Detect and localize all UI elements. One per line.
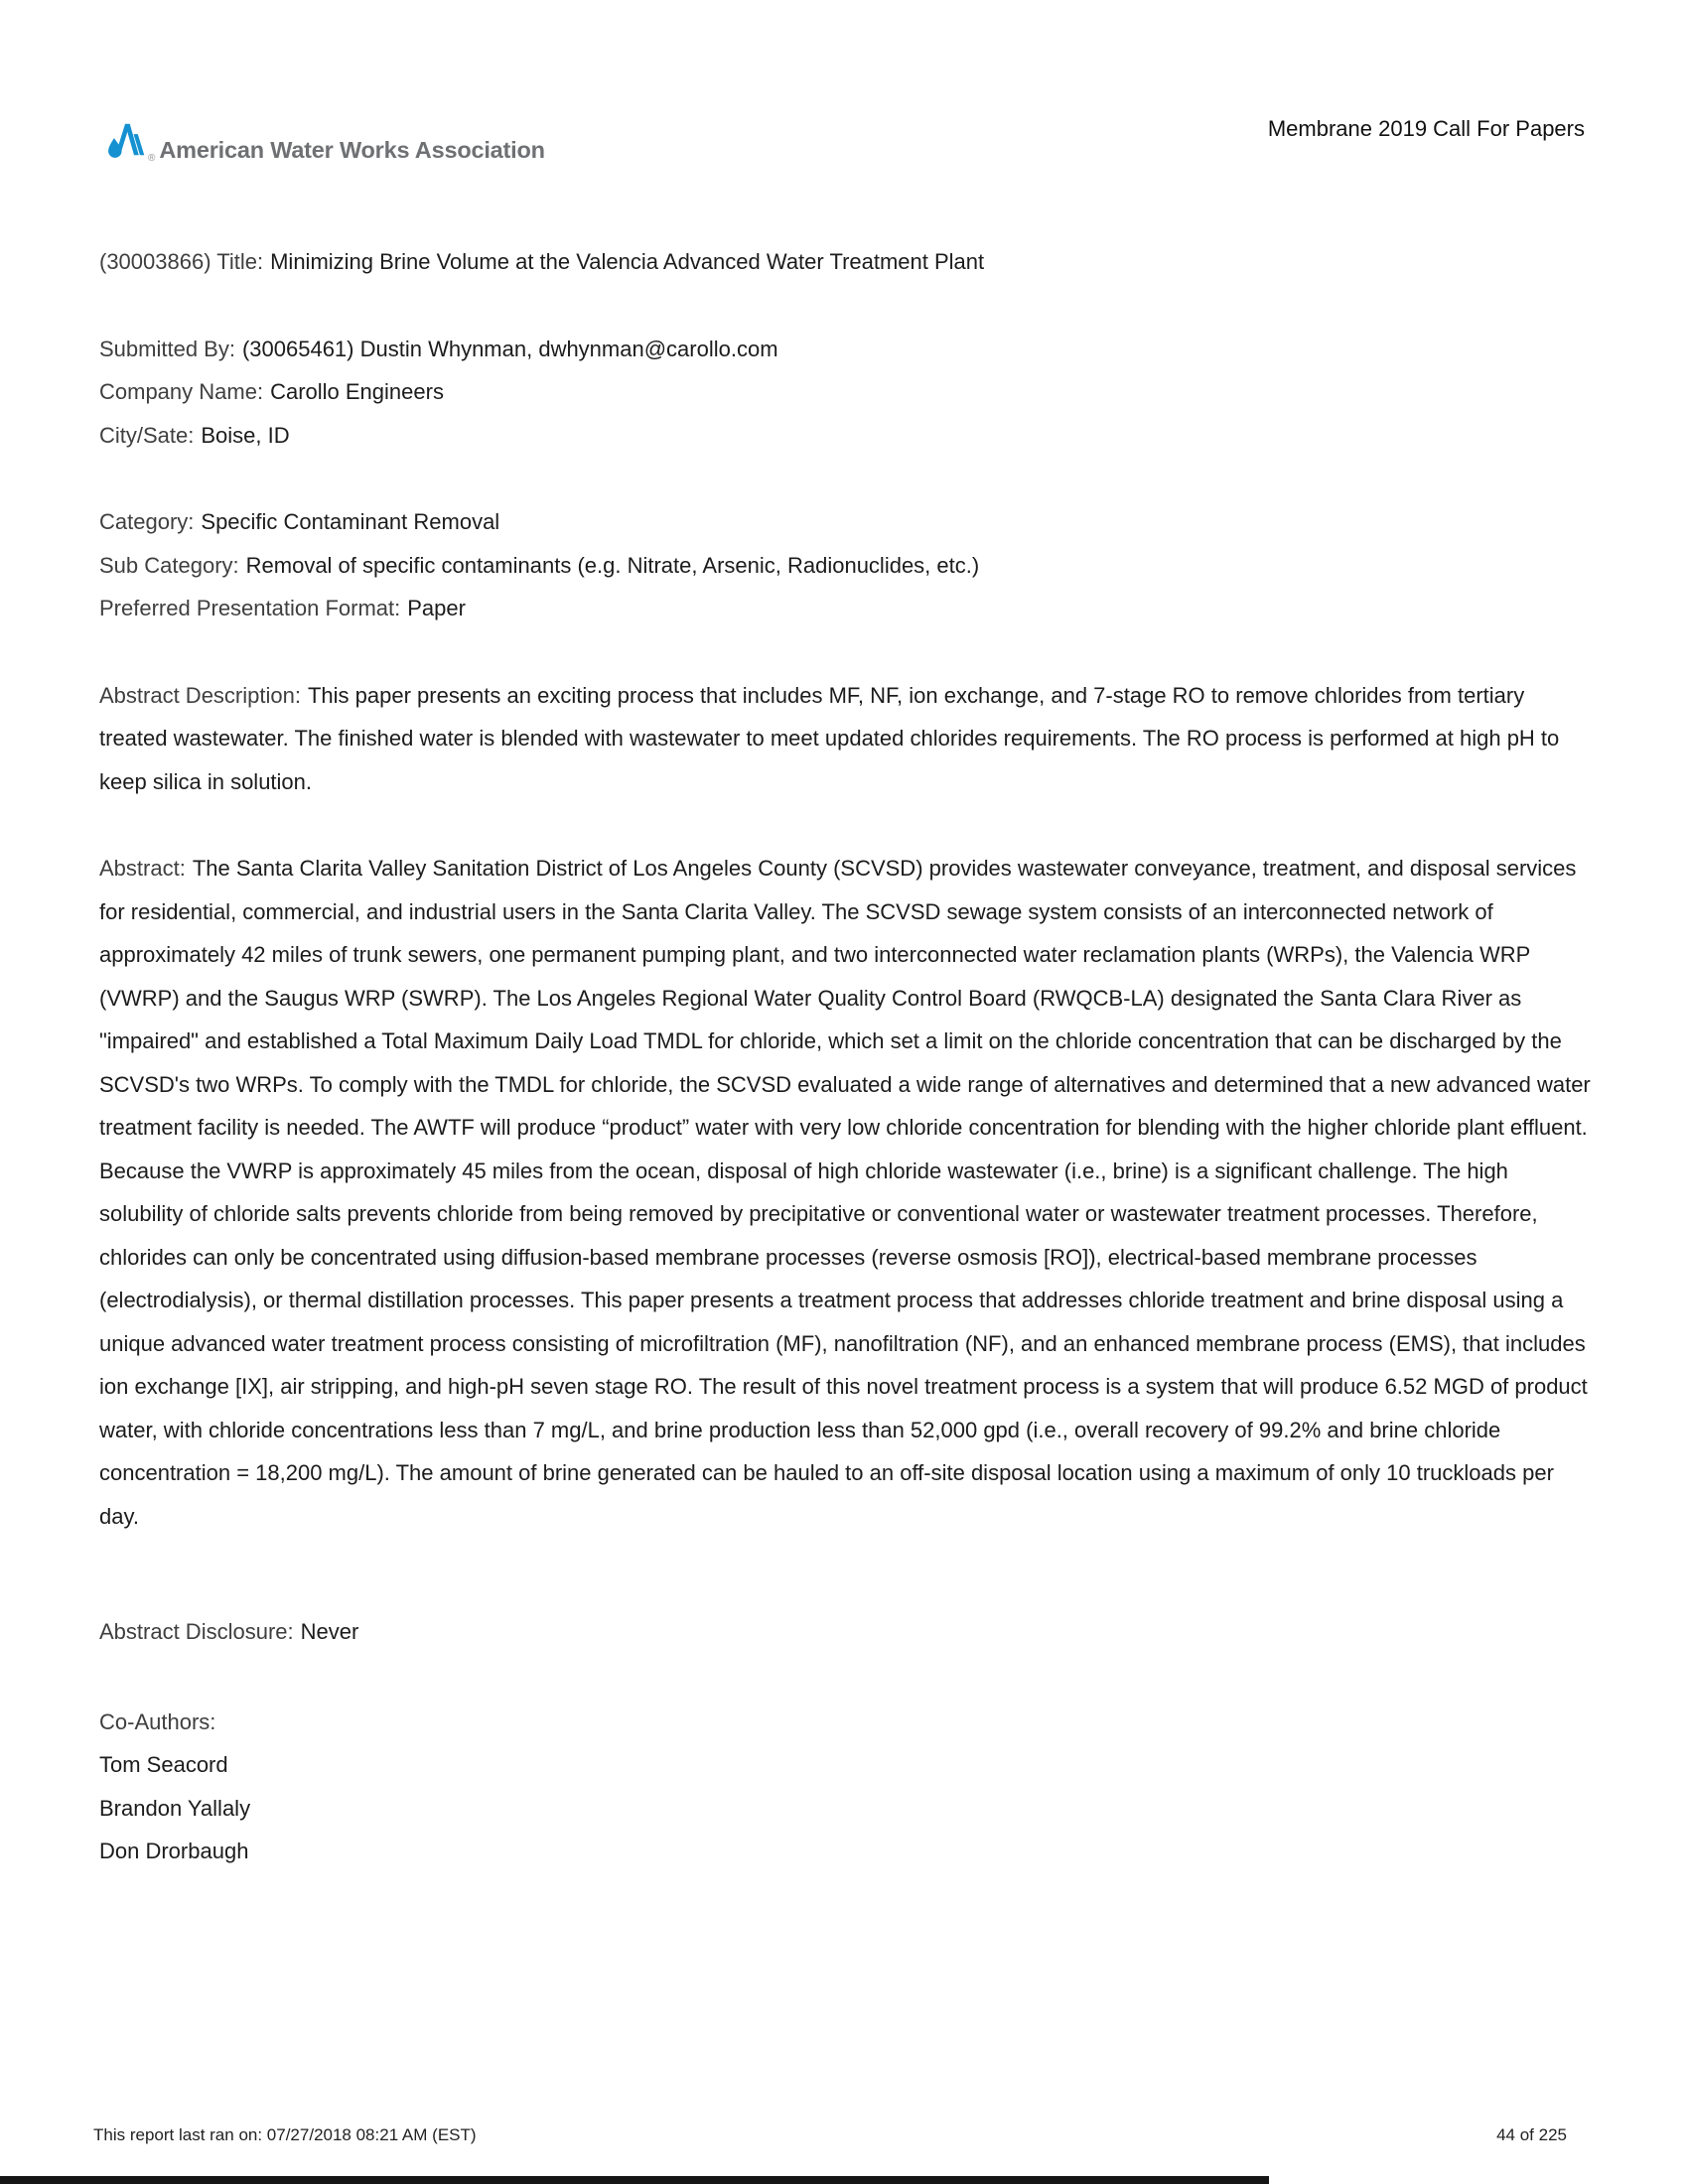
abstract-description-label: Abstract Description: (99, 682, 301, 708)
co-authors-label: Co-Authors: (99, 1708, 216, 1734)
awwa-drop-icon (102, 119, 147, 166)
category-label: Category: (99, 509, 195, 534)
company-name-value: Carollo Engineers (270, 379, 444, 404)
awwa-logo-text: American Water Works Association (159, 136, 545, 163)
field-city-state (99, 414, 1595, 458)
page-number: 44 of 225 (1496, 2125, 1567, 2144)
field-abstract-disclosure (99, 1610, 1595, 1654)
report-last-ran-timestamp: This report last ran on: 07/27/2018 08:21 AM (EST) (93, 2125, 477, 2144)
submission-title-row (99, 240, 1595, 284)
company-name-label: Company Name: (99, 379, 264, 404)
submission-title-label: (30003866) Title: (99, 249, 264, 274)
abstract-paragraph (99, 847, 1595, 1538)
co-author-name: Don Drorbaugh (99, 1839, 249, 1863)
co-author-name: Tom Seacord (99, 1752, 228, 1777)
registered-trademark-symbol: ® (148, 153, 156, 164)
submission-body (99, 240, 1595, 1873)
abstract-label: Abstract: (99, 856, 186, 881)
abstract-description-text: This paper presents an exciting process that includes MF, NF, ion exchange, and 7-stage RO to remove chlorides from tertiary treated wastewater. The finished water is blended with wastewater to meet updated chlorides requirements. The RO process is performed at high pH to keep silica in solution. (99, 682, 1560, 794)
field-sub-category (99, 544, 1595, 588)
submitted-by-value: (30065461) Dustin Whynman, dwhynman@carollo.com (241, 336, 778, 361)
field-presentation-format (99, 587, 1595, 630)
city-state-label: City/Sate: (99, 422, 195, 448)
co-authors-heading (99, 1701, 1595, 1744)
abstract-disclosure-label: Abstract Disclosure: (99, 1619, 294, 1644)
report-title: Membrane 2019 Call For Papers (1267, 116, 1585, 141)
field-submitted-by (99, 328, 1595, 371)
sub-category-label: Sub Category: (99, 552, 239, 578)
abstract-text: The Santa Clarita Valley Sanitation District of Los Angeles County (SCVSD) provides wastewater conveyance, treatment, and disposal services for residential, commercial, and industrial users in the Santa Clarita Valley. The SCVSD sewage system consists of an interconnected network of approximately 42 miles of trunk sewers, one permanent pumping plant, and two interconnected water reclamation plants (WRPs), the Valencia WRP (VWRP) and the Saugus WRP (SWRP). The Los Angeles Regional Water Quality Control Board (RWQCB-LA) designated the Santa Clara River as "impaired" and established a Total Maximum Daily Load TMDL for chloride, which set a limit on the chloride concentration that can be discharged by the SCVSD's two WRPs. To comply with the TMDL for chloride, the SCVSD evaluated a wide range of alternatives and determined that a new advanced water treatment facility is needed. The AWTF will produce “product” water with very low chloride concentration for blending with the higher chloride plant effluent. Because the VWRP is approximately 45 miles from the ocean, disposal of high chloride wastewater (i.e., brine) is a significant challenge. The high solubility of chloride salts prevents chloride from being removed by precipitative or conventional water or wastewater treatment processes. Therefore, chlorides can only be concentrated using diffusion-based membrane processes (reverse osmosis [RO]), electrical-based membrane processes (electrodialysis), or thermal distillation processes. This paper presents a treatment process that addresses chloride treatment and brine disposal using a unique advanced water treatment process consisting of microfiltration (MF), nanofiltration (NF), and an enhanced membrane process (EMS), that includes ion exchange [IX], air stripping, and high-pH seven stage RO. The result of this novel treatment process is a system that will produce 6.52 MGD of product water, with chloride concentrations less than 7 mg/L, and brine production less than 52,000 gpd (i.e., overall recovery of 99.2% and brine chloride concentration = 18,200 mg/L). The amount of brine generated can be hauled to an off-site disposal location using a maximum of only 10 truckloads per day. (99, 856, 1591, 1529)
field-company-name (99, 370, 1595, 414)
bottom-edge-bar (0, 2176, 1269, 2184)
presentation-format-label: Preferred Presentation Format: (99, 596, 401, 620)
submission-title-value: Minimizing Brine Volume at the Valencia Advanced Water Treatment Plant (270, 249, 985, 274)
submitted-by-label: Submitted By: (99, 336, 235, 361)
awwa-logo (102, 119, 545, 166)
city-state-value: Boise, ID (201, 422, 290, 448)
abstract-description-paragraph (99, 674, 1595, 804)
presentation-format-value: Paper (407, 596, 466, 620)
co-author-name: Brandon Yallaly (99, 1795, 251, 1821)
sub-category-value: Removal of specific contaminants (e.g. Nitrate, Arsenic, Radionuclides, etc.) (245, 552, 980, 578)
category-value: Specific Contaminant Removal (201, 509, 500, 534)
abstract-disclosure-value: Never (300, 1619, 359, 1644)
field-category (99, 500, 1595, 544)
